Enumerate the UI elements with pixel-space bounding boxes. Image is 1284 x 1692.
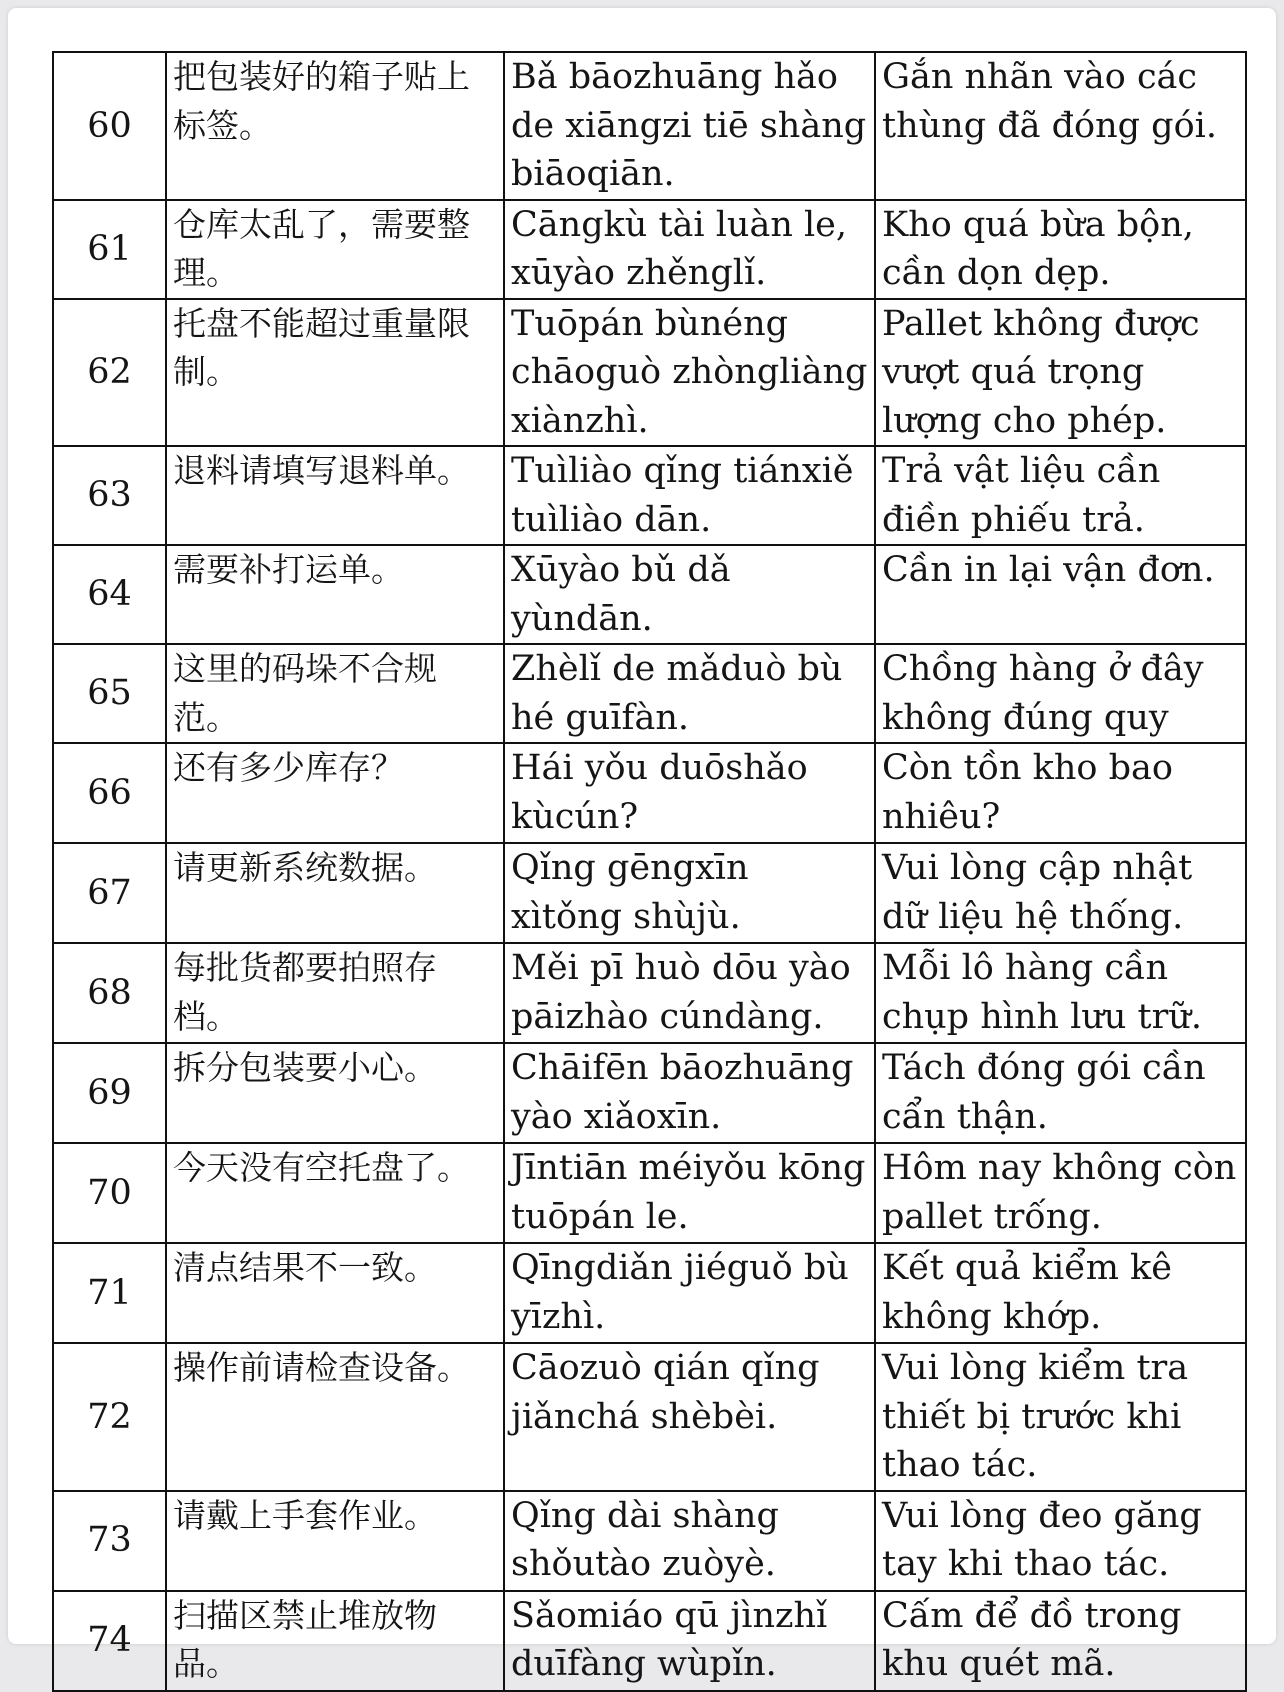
table-row	[53, 1491, 1246, 1591]
table-row	[53, 743, 1246, 843]
chinese-sentence: 退料请填写退料单。	[166, 446, 504, 545]
pinyin-transcription: Hái yǒu duōshǎo kùcún?	[504, 743, 875, 843]
table-row	[53, 1243, 1246, 1343]
chinese-sentence: 仓库太乱了，需要整理。	[166, 200, 504, 299]
table-row	[53, 943, 1246, 1043]
vietnamese-translation: Vui lòng cập nhật dữ liệu hệ thống.	[875, 843, 1246, 943]
document-page	[8, 8, 1276, 1684]
vietnamese-translation: Kết quả kiểm kê không khớp.	[875, 1243, 1246, 1343]
row-number: 67	[53, 843, 166, 943]
table-row	[53, 644, 1246, 743]
chinese-sentence: 需要补打运单。	[166, 545, 504, 644]
pinyin-transcription: Měi pī huò dōu yào pāizhào cúndàng.	[504, 943, 875, 1043]
table-row	[53, 52, 1246, 200]
pinyin-transcription: Zhèlǐ de mǎduò bù hé guīfàn.	[504, 644, 875, 743]
chinese-sentence: 拆分包装要小心。	[166, 1043, 504, 1143]
pinyin-transcription: Jīntiān méiyǒu kōng tuōpán le.	[504, 1143, 875, 1243]
row-number: 68	[53, 943, 166, 1043]
table-row	[53, 299, 1246, 447]
row-number: 70	[53, 1143, 166, 1243]
chinese-sentence: 清点结果不一致。	[166, 1243, 504, 1343]
table-row	[53, 1591, 1246, 1691]
pinyin-transcription: Cāngkù tài luàn le, xūyào zhěnglǐ.	[504, 200, 875, 299]
pinyin-transcription: Bǎ bāozhuāng hǎo de xiāngzi tiē shàng biāoqiān.	[504, 52, 875, 200]
table-row	[53, 446, 1246, 545]
pinyin-transcription: Qǐng dài shàng shǒutào zuòyè.	[504, 1491, 875, 1591]
pinyin-transcription: Qǐng gēngxīn xìtǒng shùjù.	[504, 843, 875, 943]
vietnamese-translation: Gắn nhãn vào các thùng đã đóng gói.	[875, 52, 1246, 200]
vietnamese-translation: Còn tồn kho bao nhiêu?	[875, 743, 1246, 843]
row-number: 65	[53, 644, 166, 743]
vocabulary-table	[52, 51, 1247, 1692]
vietnamese-translation: Cần in lại vận đơn.	[875, 545, 1246, 644]
table-row	[53, 1143, 1246, 1243]
pinyin-transcription: Tuōpán bùnéng chāoguò zhòngliàng xiànzhì.	[504, 299, 875, 447]
chinese-sentence: 操作前请检查设备。	[166, 1343, 504, 1491]
table-row	[53, 545, 1246, 644]
row-number: 69	[53, 1043, 166, 1143]
table-row	[53, 200, 1246, 299]
vietnamese-translation: Vui lòng kiểm tra thiết bị trước khi thao tác.	[875, 1343, 1246, 1491]
vietnamese-translation: Cấm để đồ trong khu quét mã.	[875, 1591, 1246, 1691]
vietnamese-translation: Hôm nay không còn pallet trống.	[875, 1143, 1246, 1243]
pinyin-transcription: Qīngdiǎn jiéguǒ bù yīzhì.	[504, 1243, 875, 1343]
row-number: 66	[53, 743, 166, 843]
pinyin-transcription: Sǎomiáo qū jìnzhǐ duīfàng wùpǐn.	[504, 1591, 875, 1691]
row-number: 74	[53, 1591, 166, 1691]
chinese-sentence: 托盘不能超过重量限制。	[166, 299, 504, 447]
vietnamese-translation: Vui lòng đeo găng tay khi thao tác.	[875, 1491, 1246, 1591]
row-number: 60	[53, 52, 166, 200]
pinyin-transcription: Xūyào bǔ dǎ yùndān.	[504, 545, 875, 644]
chinese-sentence: 请戴上手套作业。	[166, 1491, 504, 1591]
chinese-sentence: 每批货都要拍照存档。	[166, 943, 504, 1043]
row-number: 64	[53, 545, 166, 644]
pinyin-transcription: Tuìliào qǐng tiánxiě tuìliào dān.	[504, 446, 875, 545]
table-row	[53, 1343, 1246, 1491]
chinese-sentence: 请更新系统数据。	[166, 843, 504, 943]
chinese-sentence: 这里的码垛不合规范。	[166, 644, 504, 743]
vietnamese-translation: Kho quá bừa bộn, cần dọn dẹp.	[875, 200, 1246, 299]
row-number: 72	[53, 1343, 166, 1491]
chinese-sentence: 把包装好的箱子贴上标签。	[166, 52, 504, 200]
chinese-sentence: 还有多少库存？	[166, 743, 504, 843]
chinese-sentence: 今天没有空托盘了。	[166, 1143, 504, 1243]
chinese-sentence: 扫描区禁止堆放物品。	[166, 1591, 504, 1691]
row-number: 63	[53, 446, 166, 545]
pinyin-transcription: Cāozuò qián qǐng jiǎnchá shèbèi.	[504, 1343, 875, 1491]
pinyin-transcription: Chāifēn bāozhuāng yào xiǎoxīn.	[504, 1043, 875, 1143]
table-row	[53, 843, 1246, 943]
row-number: 62	[53, 299, 166, 447]
row-number: 73	[53, 1491, 166, 1591]
vietnamese-translation: Chồng hàng ở đây không đúng quy	[875, 644, 1246, 743]
row-number: 71	[53, 1243, 166, 1343]
vietnamese-translation: Trả vật liệu cần điền phiếu trả.	[875, 446, 1246, 545]
row-number: 61	[53, 200, 166, 299]
vietnamese-translation: Mỗi lô hàng cần chụp hình lưu trữ.	[875, 943, 1246, 1043]
vietnamese-translation: Pallet không được vượt quá trọng lượng cho phép.	[875, 299, 1246, 447]
vietnamese-translation: Tách đóng gói cần cẩn thận.	[875, 1043, 1246, 1143]
table-row	[53, 1043, 1246, 1143]
